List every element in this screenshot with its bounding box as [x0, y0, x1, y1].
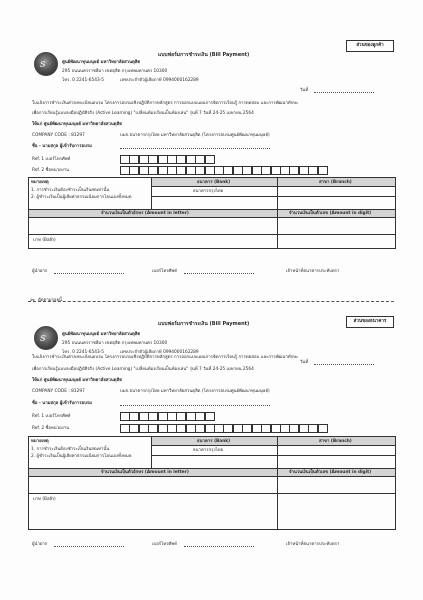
- date-field[interactable]: [314, 92, 374, 93]
- phone-label-2: เบอร์โทรศัพท์: [152, 542, 177, 547]
- depositor-label: ผู้นำฝาก: [32, 269, 48, 274]
- university-logo-icon: s: [34, 52, 58, 76]
- date-label-2: วันที่: [300, 360, 309, 365]
- company-code-2: COMPANY CODE : 81297: [32, 389, 85, 394]
- payee-org: ให้แก่ ศูนย์พัฒนาทุนมนุษย์ มหาวิทยาลัยสวนดุสิต: [32, 122, 123, 127]
- note-title-2: หมายเหตุ: [31, 439, 49, 444]
- branch-header: สาขา (Branch): [319, 180, 352, 185]
- intro-line-2: เพื่อการเรียนรู้แบบลงมือปฏิบัติจริง (Active Learning) "เปลี่ยนห้องเรียนเป็นห้องเล่น" รุ่นที่ 7 วันที่ 24-25 เมษายน 2564: [32, 111, 254, 116]
- note-1-2: 1. การชำระเงินต้องชำระเป็นเงินสดเท่านั้น: [31, 447, 110, 452]
- bank-value: ธนาคารกรุงไทย: [193, 189, 224, 194]
- ref2-label: Ref. 2 ชื่อหน่วยงาน: [32, 168, 70, 173]
- ref2-label-2: Ref. 2 ชื่อหน่วยงาน: [32, 426, 70, 431]
- amount-digit-header: จำนวนเงินเป็นตัวเลข (Amount in digit): [289, 211, 372, 216]
- payer-name-label: ชื่อ - นามสกุล ผู้เข้ารับการอบรม: [32, 144, 92, 149]
- org-tax-id-2: เลขประจำตัวผู้เสียภาษี 0994000162289: [120, 350, 199, 355]
- depositor-label-2: ผู้นำฝาก: [32, 542, 48, 547]
- copy-label-bank: ส่วนของธนาคาร: [346, 316, 394, 328]
- org-phone: โทร. 0 2241-6543-5: [62, 78, 104, 83]
- ref1-phone-boxes[interactable]: [120, 155, 214, 162]
- intro-line-1: ใบแจ้งการชำระเงินค่าลงทะเบียนอบรม โครงการอบรมเชิงปฏิบัติการหลักสูตร การออกแบบแผนการจัดการเรียนรู้ การทดสอบ และการพัฒนาทักษะ: [32, 101, 299, 106]
- date-field-2[interactable]: [314, 364, 374, 365]
- org-name-2: ศูนย์พัฒนาทุนมนุษย์ มหาวิทยาลัยสวนดุสิต: [62, 332, 141, 337]
- bank-account-name-2: บมจ.ธนาคารกรุงไทย มหาวิทยาลัยสวนดุสิต (โครงการอบรมศูนย์พัฒนาทุนมนุษย์): [120, 389, 270, 394]
- officer-stamp-label: เจ้าหน้าที่ธนาคารประทับตรา: [286, 269, 340, 274]
- intro-line-1-2: ใบแจ้งการชำระเงินค่าลงทะเบียนอบรม โครงการอบรมเชิงปฏิบัติการหลักสูตร การออกแบบแผนการจัดการเรียนรู้ การทดสอบ และการพัฒนาทักษะ: [32, 355, 299, 360]
- note-title: หมายเหตุ: [31, 180, 49, 185]
- org-tax-id: เลขประจำตัวผู้เสียภาษี 0994000162289: [120, 78, 199, 83]
- ref1-phone-boxes-2[interactable]: [120, 412, 214, 419]
- org-address: 295 ถนนนครราชสีมา เขตดุสิต กรุงเทพมหานคร 10300: [62, 69, 168, 74]
- org-name: ศูนย์พัฒนาทุนมนุษย์ มหาวิทยาลัยสวนดุสิต: [62, 60, 141, 65]
- phone-label: เบอร์โทรศัพท์: [152, 269, 177, 274]
- payer-name-field-2[interactable]: [120, 405, 270, 406]
- date-label: วันที่: [300, 88, 309, 93]
- depositor-field-2[interactable]: [54, 546, 124, 547]
- ref2-org-boxes[interactable]: [120, 166, 327, 173]
- payer-name-field[interactable]: [120, 148, 270, 149]
- intro-line-2-2: เพื่อการเรียนรู้แบบลงมือปฏิบัติจริง (Active Learning) "เปลี่ยนห้องเรียนเป็นห้องเล่น" รุ่นที่ 7 วันที่ 24-25 เมษายน 2564: [32, 367, 254, 372]
- ref1-label: Ref. 1 เบอร์โทรศัพท์: [32, 157, 71, 162]
- note-2: 2. ผู้ชำระเงินเป็นผู้เสียค่าธรรมเนียมการโอนเองทั้งหมด: [31, 195, 132, 200]
- company-code: COMPANY CODE : 81297: [32, 133, 85, 138]
- ref1-label-2: Ref. 1 เบอร์โทรศัพท์: [32, 414, 71, 419]
- cut-label: ตัดตามรอยนี้: [38, 298, 62, 303]
- ref2-org-boxes-2[interactable]: [120, 424, 327, 431]
- form-title: แบบฟอร์มการชำระเงิน (Bill Payment): [158, 52, 250, 58]
- bank-copy: [28, 316, 394, 578]
- copy-label-customer: ส่วนของลูกค้า: [346, 40, 394, 52]
- phone-field[interactable]: [184, 273, 254, 274]
- payer-name-label-2: ชื่อ - นามสกุล ผู้เข้ารับการอบรม: [32, 401, 92, 406]
- form-title-2: แบบฟอร์มการชำระเงิน (Bill Payment): [158, 321, 250, 327]
- payee-org-2: ให้แก่ ศูนย์พัฒนาทุนมนุษย์ มหาวิทยาลัยสวนดุสิต: [32, 378, 123, 383]
- note-1: 1. การชำระเงินต้องชำระเป็นเงินสดเท่านั้น: [31, 188, 110, 193]
- scissors-icon: ✂: [30, 297, 36, 304]
- officer-stamp-label-2: เจ้าหน้าที่ธนาคารประทับตรา: [286, 542, 340, 547]
- org-address-2: 295 ถนนนครราชสีมา เขตดุสิต กรุงเทพมหานคร 10300: [62, 341, 168, 346]
- university-logo-icon: s: [34, 326, 58, 350]
- baht-label-2: บาท (Bath): [33, 497, 56, 502]
- org-phone-2: โทร. 0 2241-6543-5: [62, 350, 104, 355]
- depositor-field[interactable]: [54, 273, 124, 274]
- payment-table-2: [28, 436, 396, 530]
- customer-copy: [28, 40, 394, 298]
- amount-letter-header: จำนวนเงินเป็นตัวอักษร (Amount in letter): [101, 211, 189, 216]
- cut-line: [28, 301, 394, 302]
- bank-account-name: บมจ.ธนาคารกรุงไทย มหาวิทยาลัยสวนดุสิต (โครงการอบรมศูนย์พัฒนาทุนมนุษย์): [120, 133, 270, 138]
- note-2-2: 2. ผู้ชำระเงินเป็นผู้เสียค่าธรรมเนียมการโอนเองทั้งหมด: [31, 454, 132, 459]
- payment-table: [28, 177, 396, 249]
- amount-letter-header-2: จำนวนเงินเป็นตัวอักษร (Amount in letter): [101, 470, 189, 475]
- bank-header-2: ธนาคาร (Bank): [197, 439, 231, 444]
- baht-label: บาท (Bath): [33, 238, 56, 243]
- phone-field-2[interactable]: [184, 546, 254, 547]
- branch-header-2: สาขา (Branch): [319, 439, 352, 444]
- bank-value-2: ธนาคารกรุงไทย: [193, 448, 224, 453]
- bank-header: ธนาคาร (Bank): [197, 180, 231, 185]
- amount-digit-header-2: จำนวนเงินเป็นตัวเลข (Amount in digit): [289, 470, 372, 475]
